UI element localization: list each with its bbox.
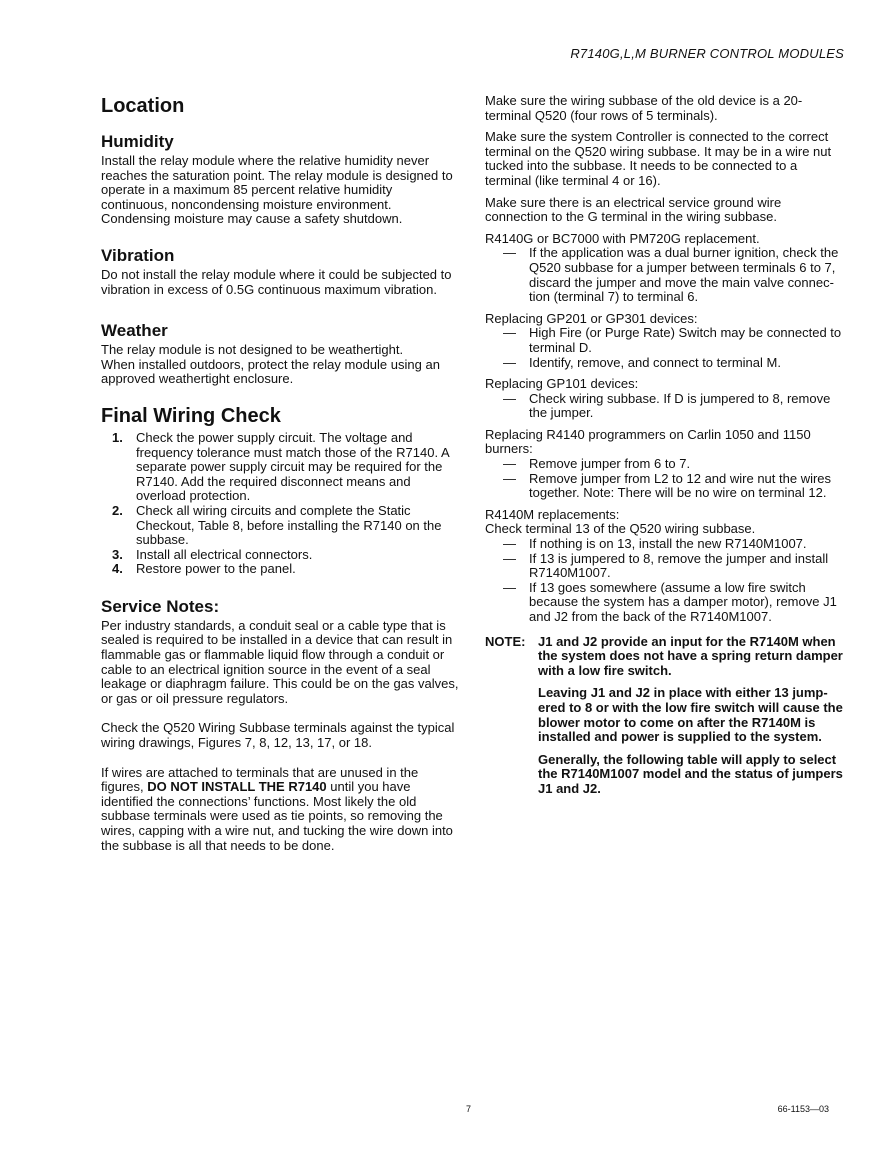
list-item: — If nothing is on 13, install the new R7140M1007. xyxy=(503,536,807,552)
service-notes-p1: Per industry standards, a conduit seal or a cable type that is sealed is required to be installed in a device that can result in flammable gas or flammable liquid flow through a conduit or cable to an electrical ignition source in the event of a seal leakage or diaphragm failure. This could be on the gas valves, or gas or oil pressure regulators. xyxy=(101,617,459,706)
r4140m-block xyxy=(485,508,843,625)
final-wiring-check-heading: Final Wiring Check xyxy=(101,404,281,427)
list-item: — Check wiring subbase. If D is jumpered to 8, remove the jumper. xyxy=(503,390,831,421)
controller-check-text: Make sure the system Controller is connected to the correct terminal on the Q520 wiring subbase. It may be in a wire nut tucked into the subbase. It needs to be connected to a terminal (like terminal 4 or 16). xyxy=(485,129,832,188)
list-item: — If 13 is jumpered to 8, remove the jumper and install R7140M1007. xyxy=(503,550,829,581)
service-notes-heading: Service Notes: xyxy=(101,596,220,616)
list-item: — If the application was a dual burner ignition, check the Q520 subbase for a jumper between terminals 6 to 7, discard the jumper and move the main valve connec-tion (terminal 7) to terminal 6. xyxy=(503,245,839,305)
service-notes-p3: If wires are attached to terminals that are unused in the figures, DO NOT INSTALL THE R7140 until you have identified the connections’ functions. Most likely the old subbase terminals were used as tie points, so removing the wires, capping with a wire nut, and tucking the wire down into the subbase is all that needs to be done. xyxy=(101,764,453,853)
humidity-text: Install the relay module where the relative humidity never reaches the saturation point. The relay module is designed to operate in a maximum 85 percent relative humidity continuous, noncondensing moisture environment. Condensing moisture may cause a safety shutdown. xyxy=(101,153,453,227)
note-block xyxy=(485,635,843,797)
ground-check-text: Make sure there is an electrical service ground wire connection to the G terminal in the wiring subbase. xyxy=(485,194,782,225)
humidity-heading: Humidity xyxy=(101,132,174,151)
right-column xyxy=(485,94,843,805)
gp201-block xyxy=(485,312,843,370)
weather-heading: Weather xyxy=(101,321,168,341)
gp201-title: Replacing GP201 or GP301 devices: xyxy=(485,310,698,326)
list-item: — Identify, remove, and connect to terminal M. xyxy=(503,354,781,370)
vibration-heading: Vibration xyxy=(101,245,175,265)
weather-text-2: When installed outdoors, protect the relay module using an approved weathertight enclosure. xyxy=(101,356,440,387)
r4140-carlin-title: Replacing R4140 programmers on Carlin 1050 and 1150 burners: xyxy=(485,426,811,457)
note-label: NOTE: xyxy=(485,633,526,649)
page-number: 7 xyxy=(466,1104,472,1114)
list-item: — High Fire (or Purge Rate) Switch may be connected to terminal D. xyxy=(503,325,842,355)
vibration-text: Do not install the relay module where it could be subjected to vibration in excess of 0.5G continuous maximum vibration. xyxy=(101,266,452,297)
list-item: — If 13 goes somewhere (assume a low fire switch because the system has a damper motor), remove J1 and J2 from the back of the R7140M1007. xyxy=(503,579,837,624)
r4140g-title: R4140G or BC7000 with PM720G replacement. xyxy=(485,230,760,246)
gp101-block xyxy=(485,377,843,421)
document-number: 66-1153—03 xyxy=(777,1104,829,1114)
r4140m-title: R4140M replacements: xyxy=(485,506,620,522)
weather-text-1: The relay module is not designed to be weathertight. xyxy=(101,342,404,358)
running-header: R7140G,L,M BURNER CONTROL MODULES xyxy=(570,46,844,61)
note-p3: Generally, the following table will apply to select the R7140M1007 model and the status of jumpers J1 and J2. xyxy=(538,751,843,796)
list-item: — Remove jumper from L2 to 12 and wire nut the wires together. Note: There will be no wire on terminal 12. xyxy=(503,470,832,501)
list-item: 1. Check the power supply circuit. The voltage and frequency tolerance must match those of the R7140. A separate power supply circuit may be required for the R7140. Add the required disconnect means and overload protection. xyxy=(112,429,449,504)
r4140m-subtitle: Check terminal 13 of the Q520 wiring subbase. xyxy=(485,521,756,537)
r4140-carlin-block xyxy=(485,428,843,501)
note-p1: J1 and J2 provide an input for the R7140M when the system does not have a spring return damper with a low fire switch. xyxy=(538,633,843,678)
list-item: 2. Check all wiring circuits and complete the Static Checkout, Table 8, before installing the R7140 on the subbase. xyxy=(112,502,442,548)
final-wiring-check-list xyxy=(101,431,459,577)
location-heading: Location xyxy=(101,95,185,117)
left-column xyxy=(101,94,459,868)
subbase-check-text: Make sure the wiring subbase of the old device is a 20-terminal Q520 (four rows of 5 terminals). xyxy=(485,93,803,123)
note-p2: Leaving J1 and J2 in place with either 13 jump-ered to 8 or with the low fire switch will cause the blower motor to come on after the R7140M is installed and power is supplied to the system. xyxy=(538,685,843,745)
gp101-title: Replacing GP101 devices: xyxy=(485,376,639,392)
r4140g-block xyxy=(485,232,843,305)
warning-text: DO NOT INSTALL THE R7140 xyxy=(147,779,327,795)
service-notes-p2: Check the Q520 Wiring Subbase terminals against the typical wiring drawings, Figures 7, 8, 12, 13, 17, or 18. xyxy=(101,720,455,751)
list-item: 4. Restore power to the panel. xyxy=(112,561,296,577)
list-item: 3. Install all electrical connectors. xyxy=(112,546,313,562)
list-item: — Remove jumper from 6 to 7. xyxy=(503,456,691,472)
